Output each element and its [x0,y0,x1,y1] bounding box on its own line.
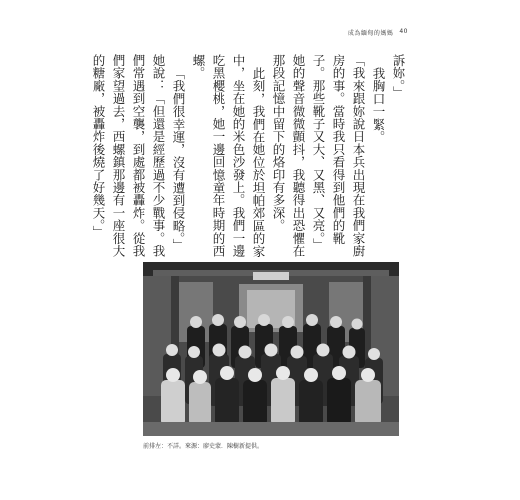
group-photo-image [143,262,399,436]
paragraph: 此刻，我們在她位於坦帕郊區的家中，坐在她的米色沙發上。我們一邊吃黑櫻桃，她一邊回憶童年時期的西螺。 [191,54,266,258]
group-photo [143,262,399,436]
running-header [348,28,408,37]
paragraph: 訴妳。」 [391,54,406,99]
photo-caption: 前排左：不詳。來源：廖史蒙．陳樹新提供。 [143,443,264,450]
paragraph: 我胸口一緊。 [371,66,386,143]
body-text [91,54,408,259]
header-title: 成為緬甸的媽媽 [347,30,394,37]
page-number: 40 [399,28,408,35]
paragraph: 「我們很幸運，沒有遭到侵略。」她說：「但還是經歷過不少戰事。我們常遇到空襲，到處都被轟炸。從我們家望過去，西螺鎮那邊有一座很大的糖廠，被轟炸後燒了好幾天。」 [91,54,186,258]
paragraph: 「我來跟妳說日本兵出現在我們家廚房的事。當時我只看得到他們的靴子。那些靴子又大、又黑、又亮。」她的聲音微微顫抖，我聽得出恐懼在那段記憶中留下的烙印有多深。 [271,54,366,258]
